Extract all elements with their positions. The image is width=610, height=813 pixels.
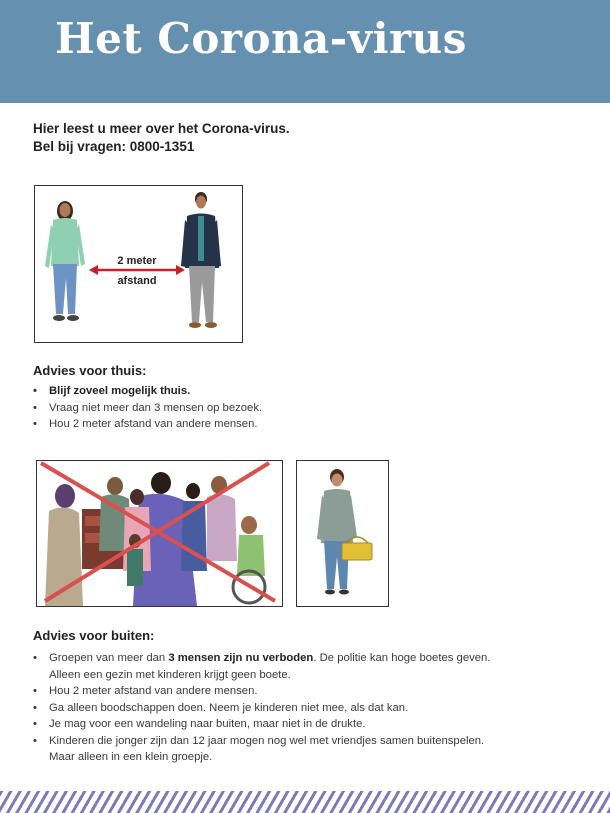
list-item-text: Maar alleen in een klein groepje. [49,751,213,763]
distance-label-bottom: afstand [117,275,157,287]
home-advice-list [33,383,573,433]
intro-text [33,120,290,156]
list-item-emphasis: 3 mensen zijn nu verboden [168,652,314,664]
striped-footer [0,791,610,813]
list-item [33,650,593,683]
intro-line: Hier leest u meer over het Corona-virus. [33,121,290,136]
crowd-figures [45,472,265,606]
distance-illustration [34,185,243,343]
outside-advice-list [33,650,593,766]
shopping-man-illustration [296,460,389,607]
home-advice-heading: Advies voor thuis: [33,363,147,378]
list-item: • Je mag voor een wandeling naar buiten, maar niet in de drukte. [33,716,593,733]
crowd-illustration [36,460,283,607]
distance-label-top: 2 meter [117,255,157,267]
outside-advice-heading: Advies voor buiten: [33,628,155,643]
list-item-text: Alleen een gezin met kinderen krijgt geen boete. [49,668,291,681]
man-figure [181,192,221,328]
phone-line: Bel bij vragen: 0800-1351 [33,139,195,154]
list-item-text: . De politie kan hoge boetes geven. [313,652,491,664]
list-item [33,733,593,766]
list-item: • Blijf zoveel mogelijk thuis. [33,383,573,400]
list-item: • Vraag niet meer dan 3 mensen op bezoek. [33,400,573,417]
list-item: • Hou 2 meter afstand van andere mensen. [33,416,573,433]
list-item: • Hou 2 meter afstand van andere mensen. [33,683,593,700]
list-item-text: Kinderen die jonger zijn dan 12 jaar mogen nog wel met vriendjes samen buitenspelen. [49,734,485,747]
page-title: Het Corona-virus [55,14,467,63]
list-item: • Ga alleen boodschappen doen. Neem je kinderen niet mee, als dat kan. [33,700,593,717]
list-item-text: Groepen van meer dan [49,652,169,664]
title-banner [0,0,610,103]
woman-figure [45,201,85,321]
